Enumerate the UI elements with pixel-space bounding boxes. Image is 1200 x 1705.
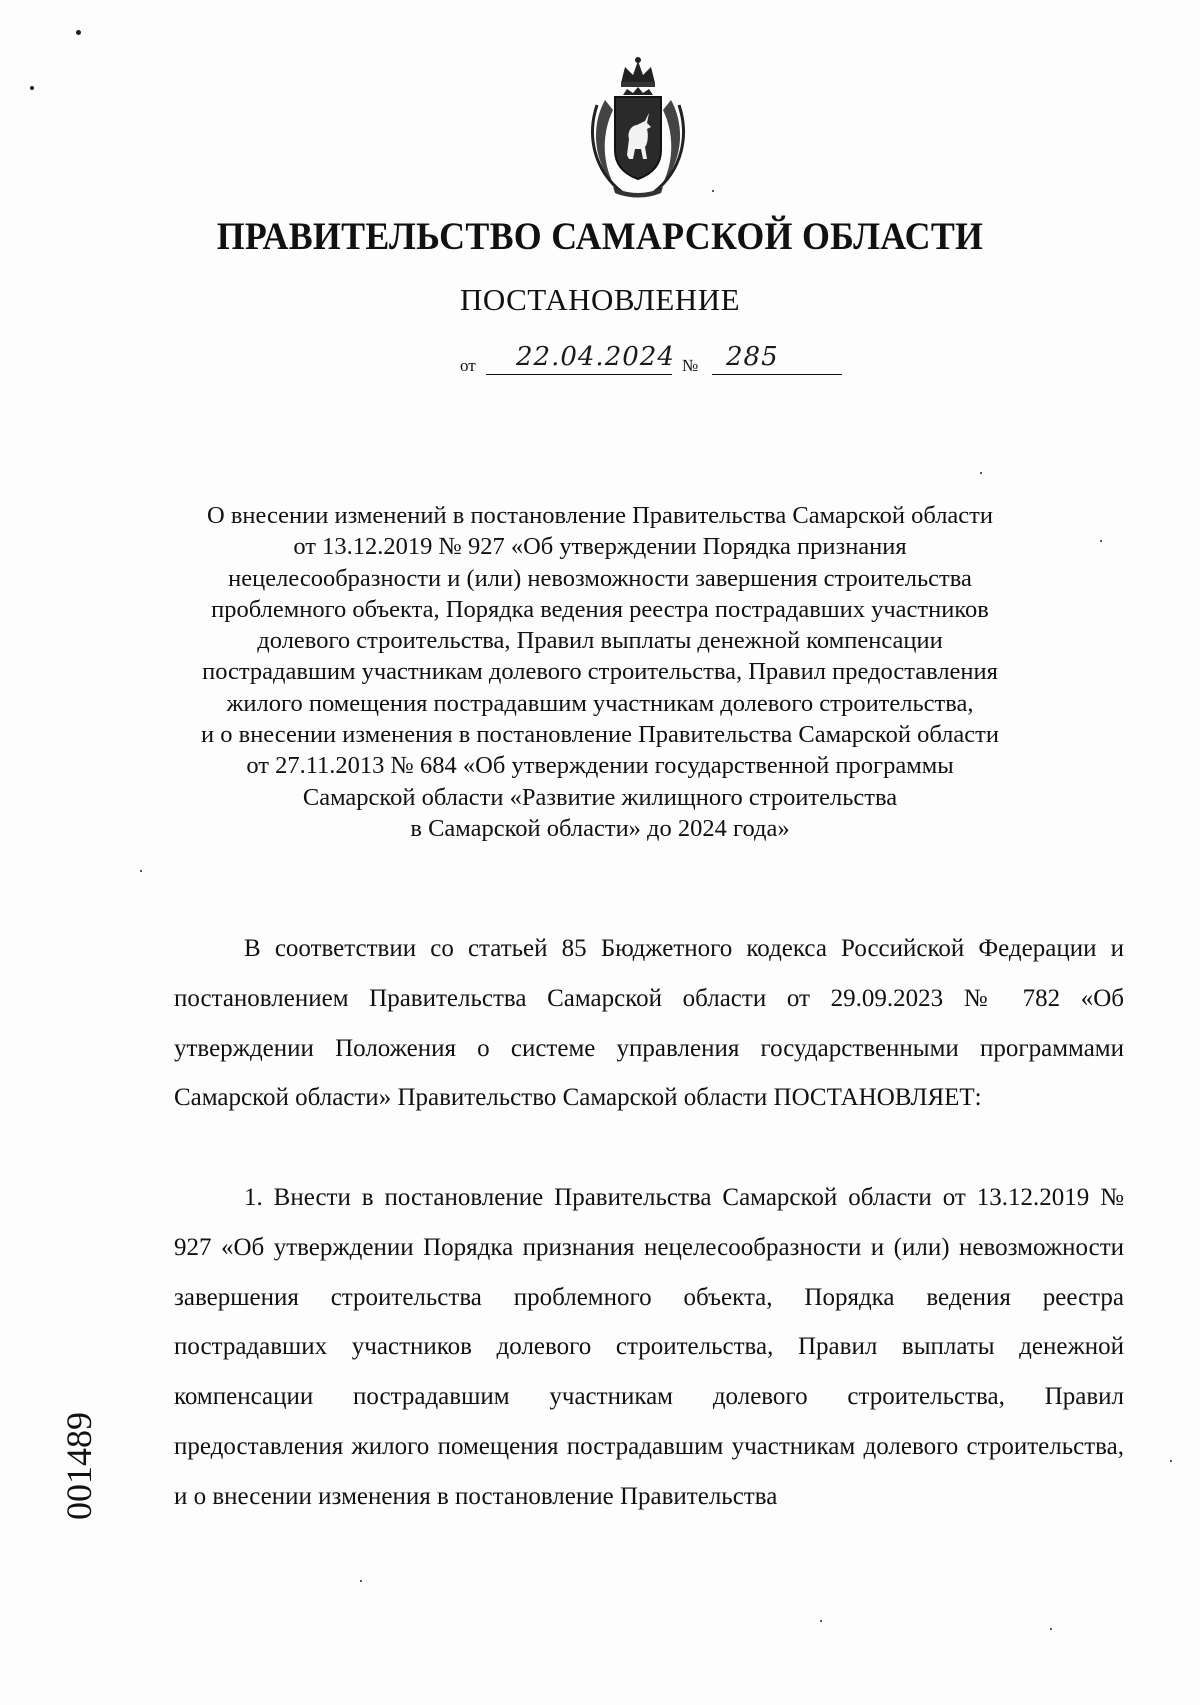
subject-line: жилого помещения пострадавшим участникам долевого строительства, [226,689,974,717]
scan-speck [820,1620,822,1622]
subject-line: проблемного объекта, Порядка ведения реестра пострадавших участников [211,595,989,623]
scan-speck [140,870,142,872]
subject-line: и о внесении изменения в постановление Правительства Самарской области [201,721,999,749]
handwritten-number: 285 [726,342,779,372]
subject-line: от 13.12.2019 № 927 «Об утверждении Порядка признания [293,533,907,561]
subject-line: долевого строительства, Правил выплаты денежной компенсации [257,627,943,655]
coat-of-arms-icon [583,55,693,200]
scan-speck [1170,1460,1172,1462]
preamble-paragraph: В соответствии со статьей 85 Бюджетного кодекса Российской Федерации и постановлением Правительства Самарской области от 29.09.2023 № 782 «Об утверждении Положения о системе управления государственными программами Самарской области» Правительство Самарской области ПОСТАНОВЛЯЕТ: [174,935,1124,1112]
serial-number: 001489 [59,1412,99,1520]
subject-line: Самарской области «Развитие жилищного строительства [302,783,898,811]
number-label: № [682,356,699,375]
subject-line: О внесении изменений в постановление Правительства Самарской области [207,502,993,529]
date-number-line [460,340,850,380]
scan-speck [980,472,982,474]
scan-speck [76,30,81,35]
subject-line: пострадавшим участникам долевого строительства, Правил предоставления [202,658,998,686]
scan-speck [1050,1628,1052,1630]
scan-speck [712,190,714,192]
date-prefix: от [460,356,476,375]
clause-1-paragraph: 1. Внести в постановление Правительства Самарской области от 13.12.2019 № 927 «Об утверждении Порядка признания нецелесообразности и (или) невозможности завершения строительства проблемного объекта, Порядка ведения реестра пострадавших участников долевого строительства, Правил выплаты денежной компенсации пострадавшим участникам долевого строительства, Правил предоставления жилого помещения пострадавшим участникам долевого строительства, и о внесении изменения в постановление Правительства [174,1184,1124,1510]
scan-speck [1100,540,1102,542]
date-field [486,340,675,375]
scan-speck [30,86,34,90]
subject-line: в Самарской области» до 2024 года» [410,814,790,842]
handwritten-date: 22.04.2024 [516,342,675,372]
subject-line: нецелесообразности и (или) невозможности завершения строительства [228,564,972,592]
scan-speck [360,1580,362,1582]
number-field [712,340,842,375]
government-title: ПРАВИТЕЛЬСТВО САМАРСКОЙ ОБЛАСТИ [216,215,984,258]
subject-line: от 27.11.2013 № 684 «Об утверждении государственной программы [246,752,954,780]
document-type: ПОСТАНОВЛЕНИЕ [459,282,741,317]
document-subject [170,500,1030,844]
